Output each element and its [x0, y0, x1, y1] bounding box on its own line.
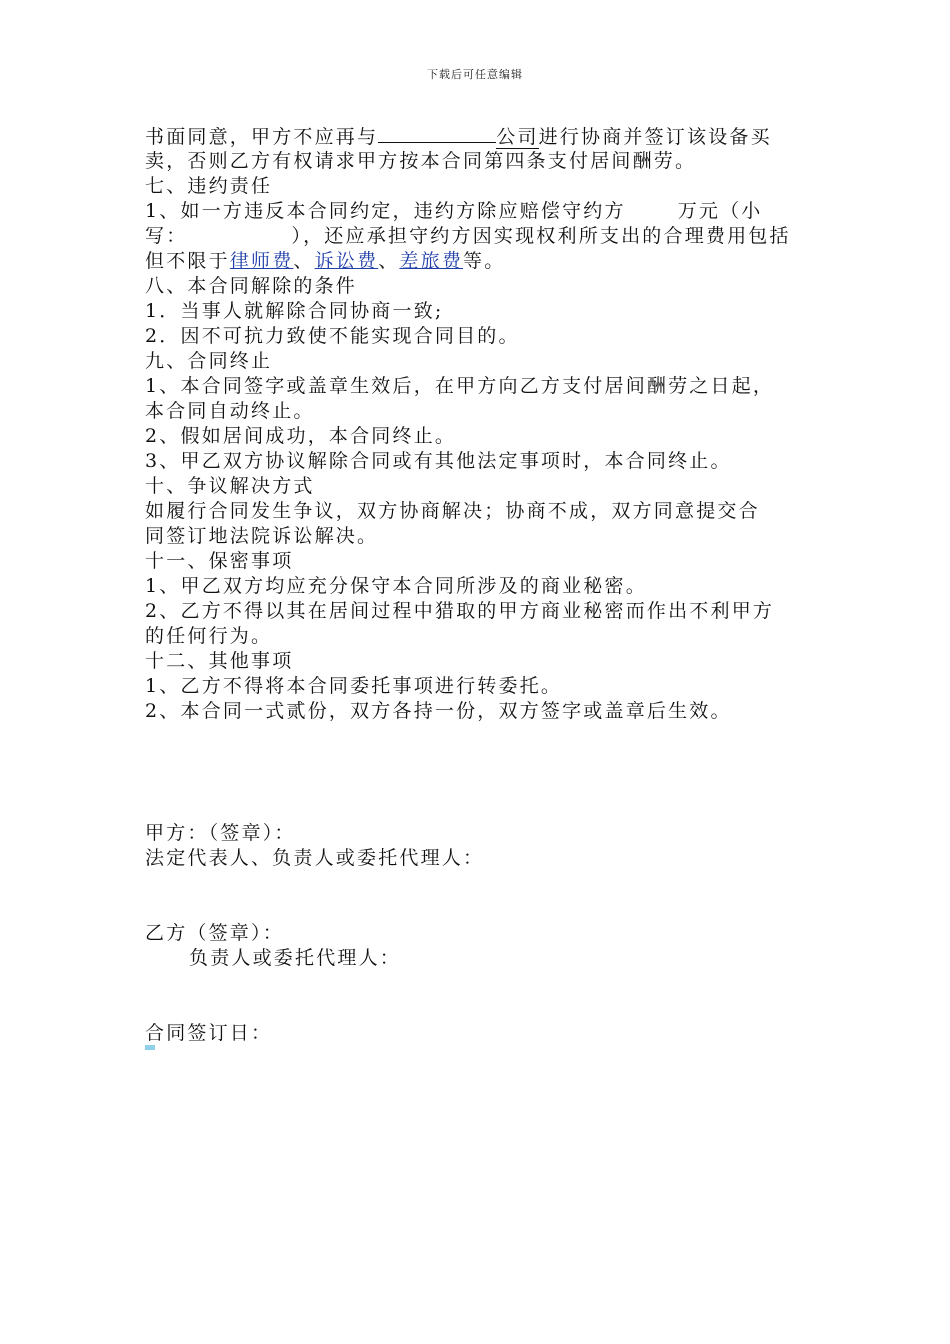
link-litigation-fee[interactable]: 诉讼费 [314, 250, 379, 272]
section-title: 十一、保密事项 [145, 550, 294, 572]
body-line: 2、本合同一式贰份，双方各持一份，双方签字或盖章后生效。 [145, 700, 732, 722]
body-line: 如履行合同发生争议，双方协商解决；协商不成，双方同意提交合 [145, 500, 760, 522]
blank-field-company[interactable] [378, 124, 496, 143]
body-line [145, 224, 807, 249]
company-label: 公司 [496, 126, 539, 148]
link-lawyer-fee[interactable]: 律师费 [229, 250, 294, 272]
body-line: 3、甲乙双方协议解除合同或有其他法定事项时，本合同终止。 [145, 450, 732, 472]
text: 写： [145, 225, 188, 247]
body-line: 1．当事人就解除合同协商一致; [145, 300, 444, 322]
text: 、 [378, 250, 400, 272]
party-b-representative: 负责人或委托代理人： [189, 947, 402, 969]
signing-date: 合同签订日： [145, 1022, 273, 1044]
text: ），还应承担守约方因实现权利所支出的合理费用包括 [291, 225, 791, 247]
body-line: 卖，否则乙方有权请求甲方按本合同第四条支付居间酬劳。 [145, 150, 697, 172]
body-line: 1、本合同签字或盖章生效后，在甲方向乙方支付居间酬劳之日起， [145, 375, 775, 397]
text: 万元（小 [677, 200, 763, 222]
body-line: 2、假如居间成功，本合同终止。 [145, 425, 457, 447]
page-header: 下载后可任意编辑 [427, 68, 523, 81]
body-line [145, 199, 807, 224]
text: 进行协商并签订该设备买 [538, 126, 772, 148]
body-line [145, 249, 807, 274]
link-travel-fee[interactable]: 差旅费 [399, 250, 464, 272]
text: 书面同意，甲方不应再与 [145, 126, 379, 148]
body-line: 同签订地法院诉讼解决。 [145, 525, 379, 547]
body-line: 2、乙方不得以其在居间过程中猎取的甲方商业秘密而作出不利甲方 [145, 600, 775, 622]
contract-body [145, 124, 807, 724]
text: 但不限于 [145, 250, 230, 272]
body-line: 本合同自动终止。 [145, 400, 315, 422]
party-a-signature: 甲方：（签章）： [145, 822, 296, 844]
party-a-representative: 法定代表人、负责人或委托代理人： [145, 847, 485, 869]
text: 等。 [463, 250, 506, 272]
section-title: 九、合同终止 [145, 350, 273, 372]
section-title: 十、争议解决方式 [145, 475, 315, 497]
section-title: 七、违约责任 [145, 175, 273, 197]
section-title: 十二、其他事项 [145, 650, 294, 672]
party-b-signature: 乙方（签章）： [145, 922, 284, 944]
section-title: 八、本合同解除的条件 [145, 275, 358, 297]
body-line: 2．因不可抗力致使不能实现合同目的。 [145, 325, 520, 347]
body-line: 1、甲乙双方均应充分保守本合同所涉及的商业秘密。 [145, 575, 647, 597]
text: 、 [293, 250, 315, 272]
body-line: 的任何行为。 [145, 625, 273, 647]
body-line [145, 124, 807, 149]
text-cursor-highlight [145, 1045, 155, 1050]
body-line: 1、乙方不得将本合同委托事项进行转委托。 [145, 675, 563, 697]
text: 1、如一方违反本合同约定，违约方除应赔偿守约方 [145, 200, 626, 222]
